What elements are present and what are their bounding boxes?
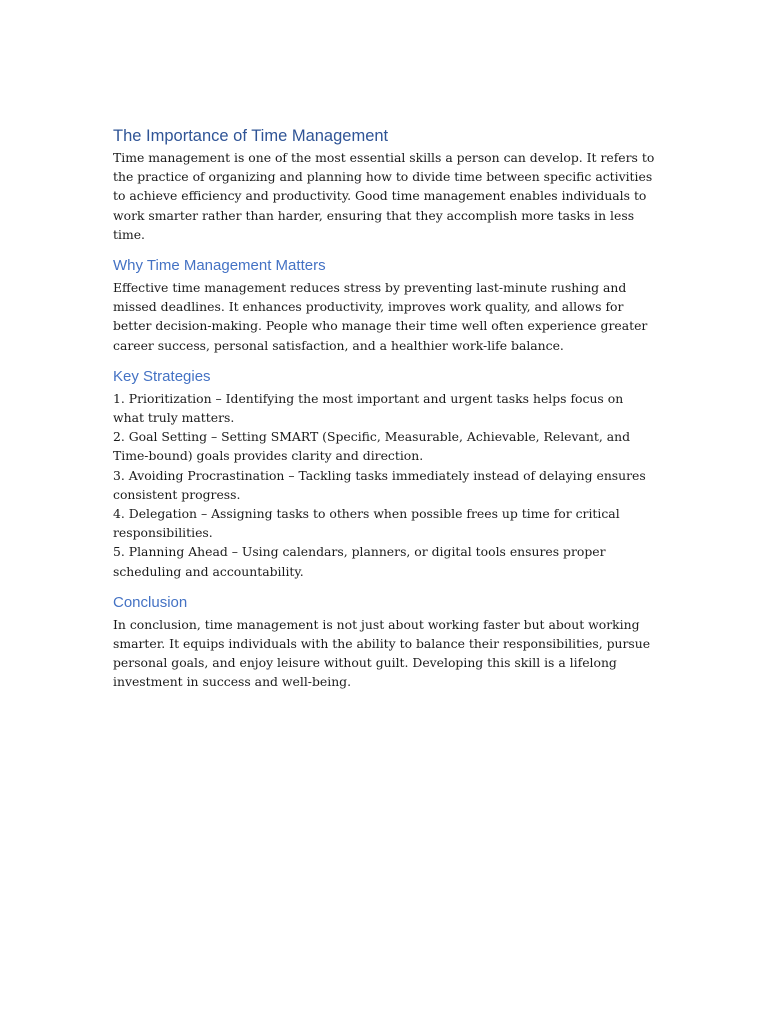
intro-paragraph: Time management is one of the most essential skills a person can develop. It refers to the practice of organizing and planning how to divide time between specific activities to achieve efficiency and productivity. Good time management enables individuals to work smarter rather than harder, ensuring that they accomplish more tasks in less time. [113, 150, 655, 242]
document-title: The Importance of Time Management [113, 127, 389, 145]
strategies-heading: Key Strategies [113, 367, 211, 385]
conclusion-heading: Conclusion [113, 593, 188, 611]
list-item: 5. Planning Ahead – Using calendars, planners, or digital tools ensures proper scheduling and accountability. [113, 544, 606, 579]
conclusion-paragraph: In conclusion, time management is not just about working faster but about working smarter. It equips individuals with the ability to balance their responsibilities, pursue personal goals, and enjoy leisure without guilt. Developing this skill is a lifelong investment in success and well-being. [113, 616, 651, 690]
why-heading: Why Time Management Matters [113, 257, 326, 275]
list-item: 2. Goal Setting – Setting SMART (Specific, Measurable, Achievable, Relevant, and Time-bound) goals provides clarity and direction. [113, 429, 631, 464]
document-body [113, 125, 658, 692]
strategies-list [113, 389, 658, 581]
list-item: 1. Prioritization – Identifying the most important and urgent tasks helps focus on what truly matters. [113, 390, 624, 426]
list-item: 4. Delegation – Assigning tasks to others when possible frees up time for critical responsibilities. [113, 506, 620, 541]
list-item: 3. Avoiding Procrastination – Tackling tasks immediately instead of delaying ensures consistent progress. [113, 467, 646, 502]
why-paragraph: Effective time management reduces stress by preventing last-minute rushing and missed deadlines. It enhances productivity, improves work quality, and allows for better decision-making. People who manage their time well often experience greater career success, personal satisfaction, and a healthier work-life balance. [113, 280, 648, 353]
